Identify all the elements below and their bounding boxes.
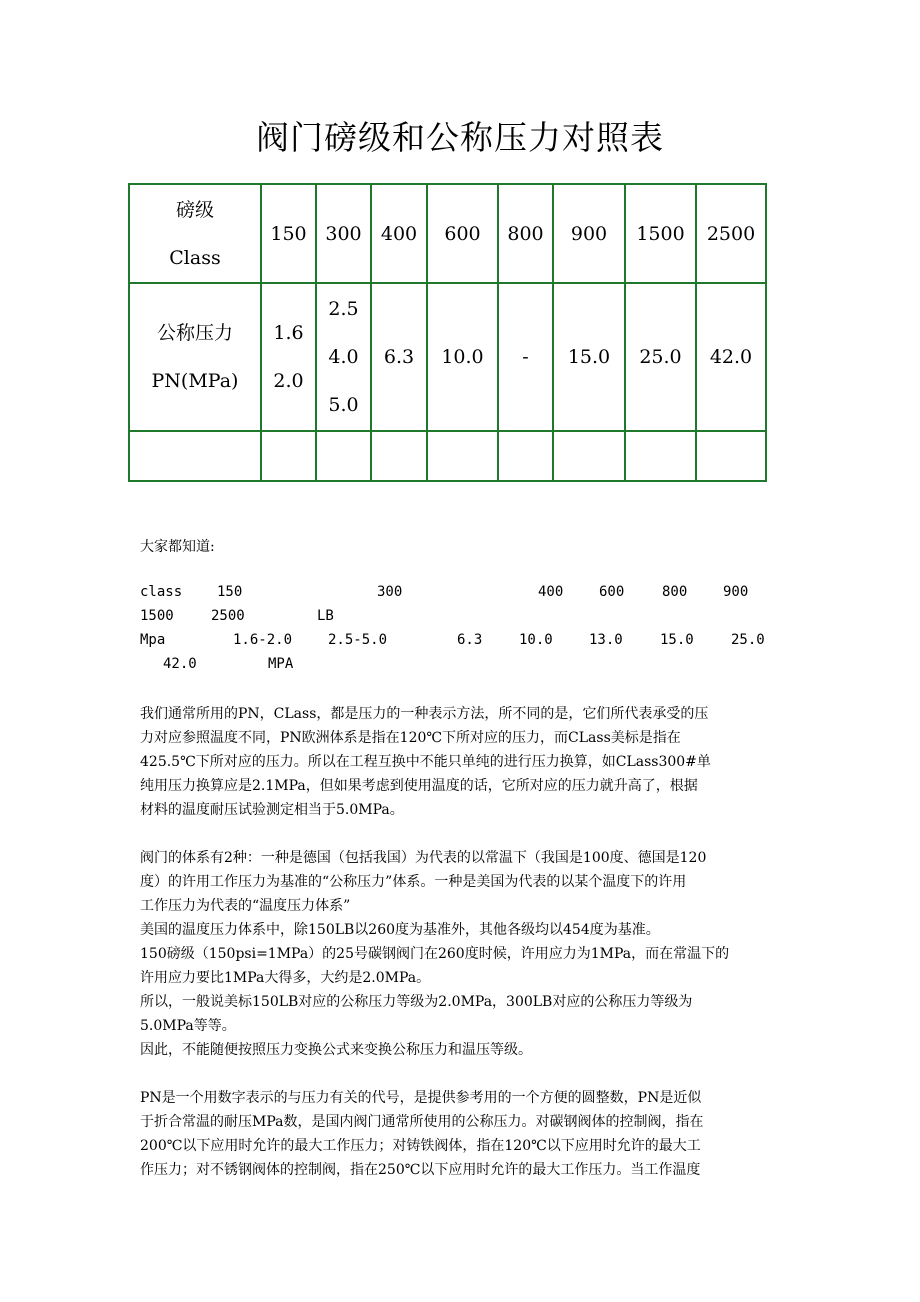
class-header-cell: 磅级 Class <box>129 184 261 283</box>
pn-cell: 6.3 <box>371 283 427 431</box>
paragraph-pn-class: 我们通常所用的PN，CLass，都是压力的一种表示方法，所不同的是，它们所代表承受的压 力对应参照温度不同，PN欧洲体系是指在120℃下所对应的压力，而CLass美标是指在 425.5℃下所对应的压力。所以在工程互换中不能只单纯的进行压力换算，如CLass300#单 纯用压力换算应是2.1MPa，但如果考虑到使用温度的话，它所对应的压力就升高了，根据 材料的温度耐压试验测定相当于5.0MPa。 <box>140 706 711 818</box>
pn-cell: 15.0 <box>553 283 625 431</box>
paragraph-systems: 阀门的体系有2种：一种是德国（包括我国）为代表的以常温下（我国是100度、德国是120 度）的许用工作压力为基准的“公称压力”体系。一种是美国为代表的以某个温度下的许用 工作压力为代表的“温度压力体系” 美国的温度压力体系中，除150LB以260度为基准外，其他各级均以454度为基准。 150磅级（150psi=1MPa）的25号碳钢阀门在260度时候，许用应力为1MPa，而在常温下的 许用应力要比1MPa大得多，大约是2.0MPa。 所以，一般说美标150LB对应的公称压力等级为2.0MPa，300LB对应的公称压力等级为 5.0MPa等等。 因此，不能随便按照压力变换公式来变换公称压力和温压等级。 <box>140 850 730 1058</box>
class-cell: 400 <box>371 184 427 283</box>
class-row <box>129 184 766 283</box>
pn-cell: 25.0 <box>625 283 696 431</box>
pn-cell: 42.0 <box>696 283 766 431</box>
class-cell: 900 <box>553 184 625 283</box>
class-cell: 150 <box>261 184 316 283</box>
class-cell: 300 <box>316 184 371 283</box>
pn-cell: 2.5 4.0 5.0 <box>316 283 371 431</box>
class-pressure-table <box>128 183 767 482</box>
pn-cell: 10.0 <box>427 283 498 431</box>
class-cell: 800 <box>498 184 553 283</box>
class-cell: 1500 <box>625 184 696 283</box>
pn-cell: - <box>498 283 553 431</box>
class-cell: 600 <box>427 184 498 283</box>
class-cell: 2500 <box>696 184 766 283</box>
pn-cell: 1.6 2.0 <box>261 283 316 431</box>
page-title: 阀门磅级和公称压力对照表 <box>256 118 664 157</box>
pn-row <box>129 283 766 431</box>
empty-row <box>129 431 766 481</box>
pn-header-cell: 公称压力 PN(MPa) <box>129 283 261 431</box>
intro-text: 大家都知道: <box>140 539 215 555</box>
paragraph-pn-definition: PN是一个用数字表示的与压力有关的代号，是提供参考用的一个方便的圆整数，PN是近似 于折合常温的耐压MPa数，是国内阀门通常所使用的公称压力。对碳钢阀体的控制阀，指在 200℃以下应用时允许的最大工作压力；对铸铁阀体，指在120℃以下应用时允许的最大工 作压力；对不锈钢阀体的控制阀，指在250℃以下应用时允许的最大工作压力。当工作温度 <box>140 1090 704 1178</box>
